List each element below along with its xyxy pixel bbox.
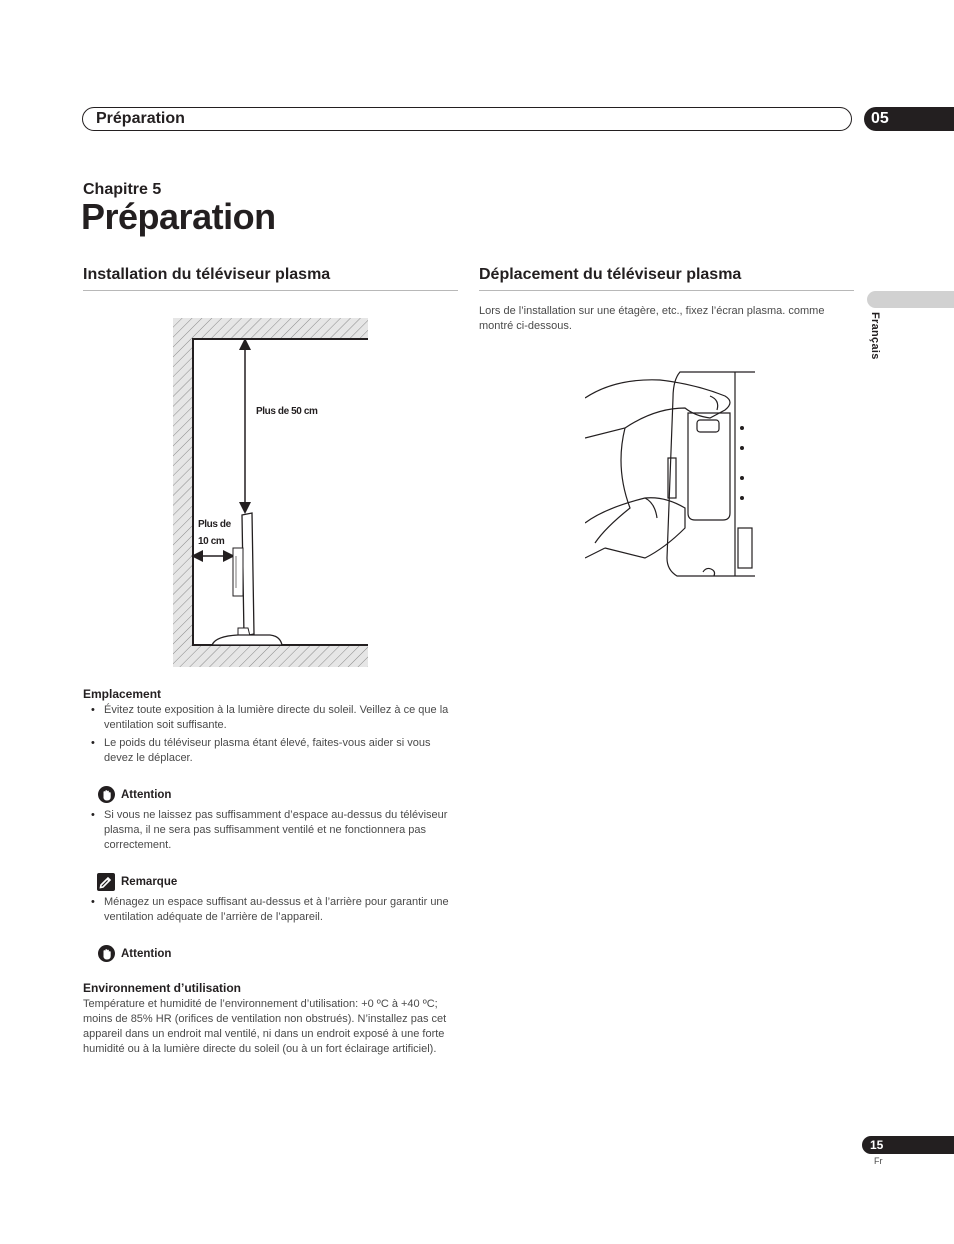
remarque-label: Remarque — [121, 876, 178, 888]
handling-illustration — [585, 358, 757, 588]
list-item: • Évitez toute exposition à la lumière directe du soleil. Veillez à ce que la ventilation soit suffisante. — [83, 703, 461, 733]
caution-hand-icon — [98, 945, 115, 962]
list-item: • Si vous ne laissez pas suffisamment d’espace au-dessus du téléviseur plasma, il ne sera pas suffisamment ventilé et ne fonctionnera pas correctement. — [83, 808, 461, 853]
header-title: Préparation — [96, 110, 185, 127]
page-number: 15 — [870, 1138, 884, 1152]
note-pencil-icon — [97, 873, 115, 891]
label-top-clearance: Plus de 50 cm — [256, 406, 318, 417]
chapter-number: 05 — [871, 110, 889, 127]
attention-label-2: Attention — [121, 947, 172, 960]
caution-hand-icon — [98, 786, 115, 803]
section-title-deplacement: Déplacement du téléviseur plasma — [479, 266, 742, 283]
heading-emplacement: Emplacement — [83, 687, 162, 701]
attention-list-1 — [83, 808, 461, 856]
clearance-diagram-svg — [172, 318, 369, 668]
section-title-installation: Installation du téléviseur plasma — [83, 266, 331, 283]
chapter-label: Chapitre 5 — [83, 181, 162, 198]
emplacement-list — [83, 703, 461, 769]
language-tab — [867, 291, 954, 308]
wall-floor-hatching — [173, 318, 368, 667]
attention-heading-2 — [98, 945, 171, 962]
section-rule-left — [83, 290, 458, 291]
list-item: • Le poids du téléviseur plasma étant élevé, faites-vous aider si vous devez le déplacer. — [83, 736, 461, 766]
page-title: Préparation — [81, 196, 276, 237]
wall-outline — [193, 339, 368, 645]
list-item: • Ménagez un espace suffisant au-dessus et à l’arrière pour garantir une ventilation adéquate de l’arrière de l’appareil. — [83, 895, 461, 925]
handling-illustration-svg — [585, 358, 757, 588]
remarque-list — [83, 895, 461, 928]
label-side-clearance-line2: 10 cm — [198, 536, 225, 547]
label-side-clearance-line1: Plus de — [198, 519, 231, 530]
header-bar — [82, 107, 852, 131]
attention-heading-1 — [98, 786, 171, 803]
heading-environnement: Environnement d’utilisation — [83, 981, 242, 995]
environnement-text: Température et humidité de l’environnement d’utilisation: +0 ºC à +40 ºC; moins de 85% HR (orifices de ventilation non obstrués). N’installez pas cet appareil dans un endroit mal ventilé, ni dans un endroit exposé à une forte humidité ou à la lumière directe du soleil (ou à un fort éclairage artificiel). — [83, 998, 447, 1055]
section-rule-right — [479, 290, 854, 291]
deplacement-text: Lors de l’installation sur une étagère, etc., fixez l’écran plasma. comme montré ci-dessous. — [479, 305, 825, 332]
language-label: Français — [869, 312, 881, 360]
remarque-heading — [97, 873, 177, 891]
tv-side-view — [212, 513, 282, 645]
page-language: Fr — [874, 1156, 883, 1166]
attention-label-1: Attention — [121, 788, 172, 801]
clearance-diagram — [172, 318, 369, 668]
tv-back-outline — [667, 372, 755, 576]
